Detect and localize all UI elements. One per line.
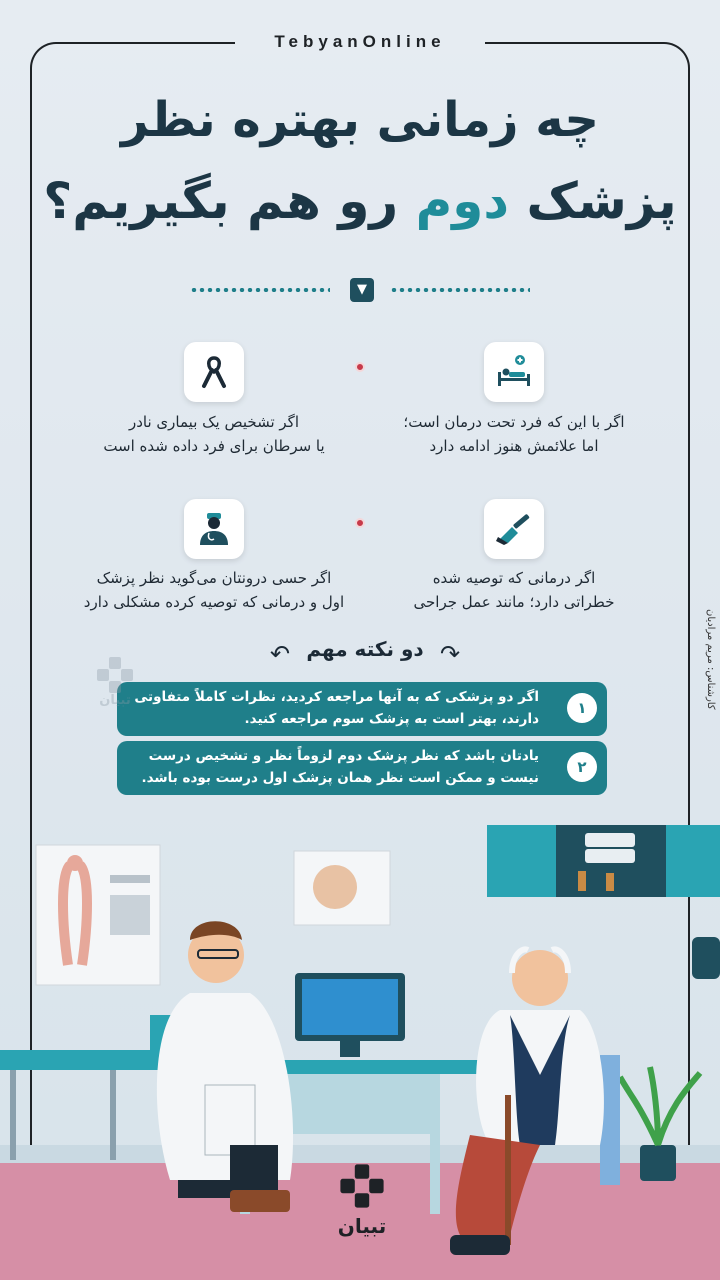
item-text-2 — [84, 410, 344, 458]
item-line: اول و درمانی که توصیه کرده مشکلی دارد — [83, 593, 345, 611]
section-divider — [190, 278, 530, 302]
item-line: اگر با این که فرد تحت درمان است؛ — [403, 413, 625, 431]
watermark-text: تبیان — [99, 693, 131, 708]
notes-title: دو نکته مهم — [306, 637, 424, 661]
item-text-4 — [64, 566, 364, 614]
title-word: رو هم بگیریم؟ — [43, 172, 399, 230]
title-line-2 — [40, 172, 680, 230]
dotted-line — [390, 288, 530, 292]
item-line: یا سرطان برای فرد داده شده است — [103, 437, 325, 455]
curved-arrow-icon: ↷ — [440, 640, 461, 668]
item-text-1 — [384, 410, 644, 458]
brand-header: TebyanOnline — [235, 30, 485, 54]
note-text: یادتان باشد که نظر پزشک دوم لزوماً نظر و تشخیص درست نیست و ممکن است نظر همان پزشک اول درست بوده باشد. — [141, 748, 539, 786]
dotted-line — [190, 288, 330, 292]
arrow-down-icon: ▼ — [350, 278, 374, 302]
patient-bed-icon — [484, 342, 544, 402]
note-2 — [117, 741, 607, 795]
watermark-logo — [90, 655, 140, 715]
tebyan-logo-icon — [338, 1162, 386, 1210]
item-line: خطراتی دارد؛ مانند عمل جراحی — [413, 593, 615, 611]
title-word: پزشک — [526, 172, 677, 230]
note-text: اگر دو پزشکی که به آنها مراجعه کردید، نظرات کاملاً متفاوتی دارند، بهتر است به پزشک سوم مراجعه کنید. — [134, 689, 539, 727]
tebyan-logo-icon — [95, 655, 135, 695]
separator-dot — [355, 518, 365, 528]
item-line: اما علائمش هنوز ادامه دارد — [429, 437, 599, 455]
curved-arrow-icon: ↶ — [270, 640, 291, 668]
logo-text: تبیان — [337, 1214, 387, 1238]
note-number: ۲ — [567, 752, 597, 782]
item-line: اگر حسی درونتان می‌گوید نظر پزشک — [96, 569, 332, 587]
ribbon-icon — [184, 342, 244, 402]
title-accent-word: دوم — [415, 172, 510, 230]
item-line: اگر تشخیص یک بیماری نادر — [129, 413, 299, 431]
doctor-icon — [184, 499, 244, 559]
tebyan-logo — [330, 1162, 394, 1252]
title-line-1: چه زمانی بهتره نظر — [121, 92, 599, 148]
item-line: اگر درمانی که توصیه شده — [432, 569, 596, 587]
item-text-3 — [384, 566, 644, 614]
credit-text: کارشناس: مریم مرادیان — [705, 609, 716, 710]
separator-dot — [355, 362, 365, 372]
note-number: ۱ — [567, 693, 597, 723]
note-1 — [117, 682, 607, 736]
surgery-scalpel-icon — [484, 499, 544, 559]
